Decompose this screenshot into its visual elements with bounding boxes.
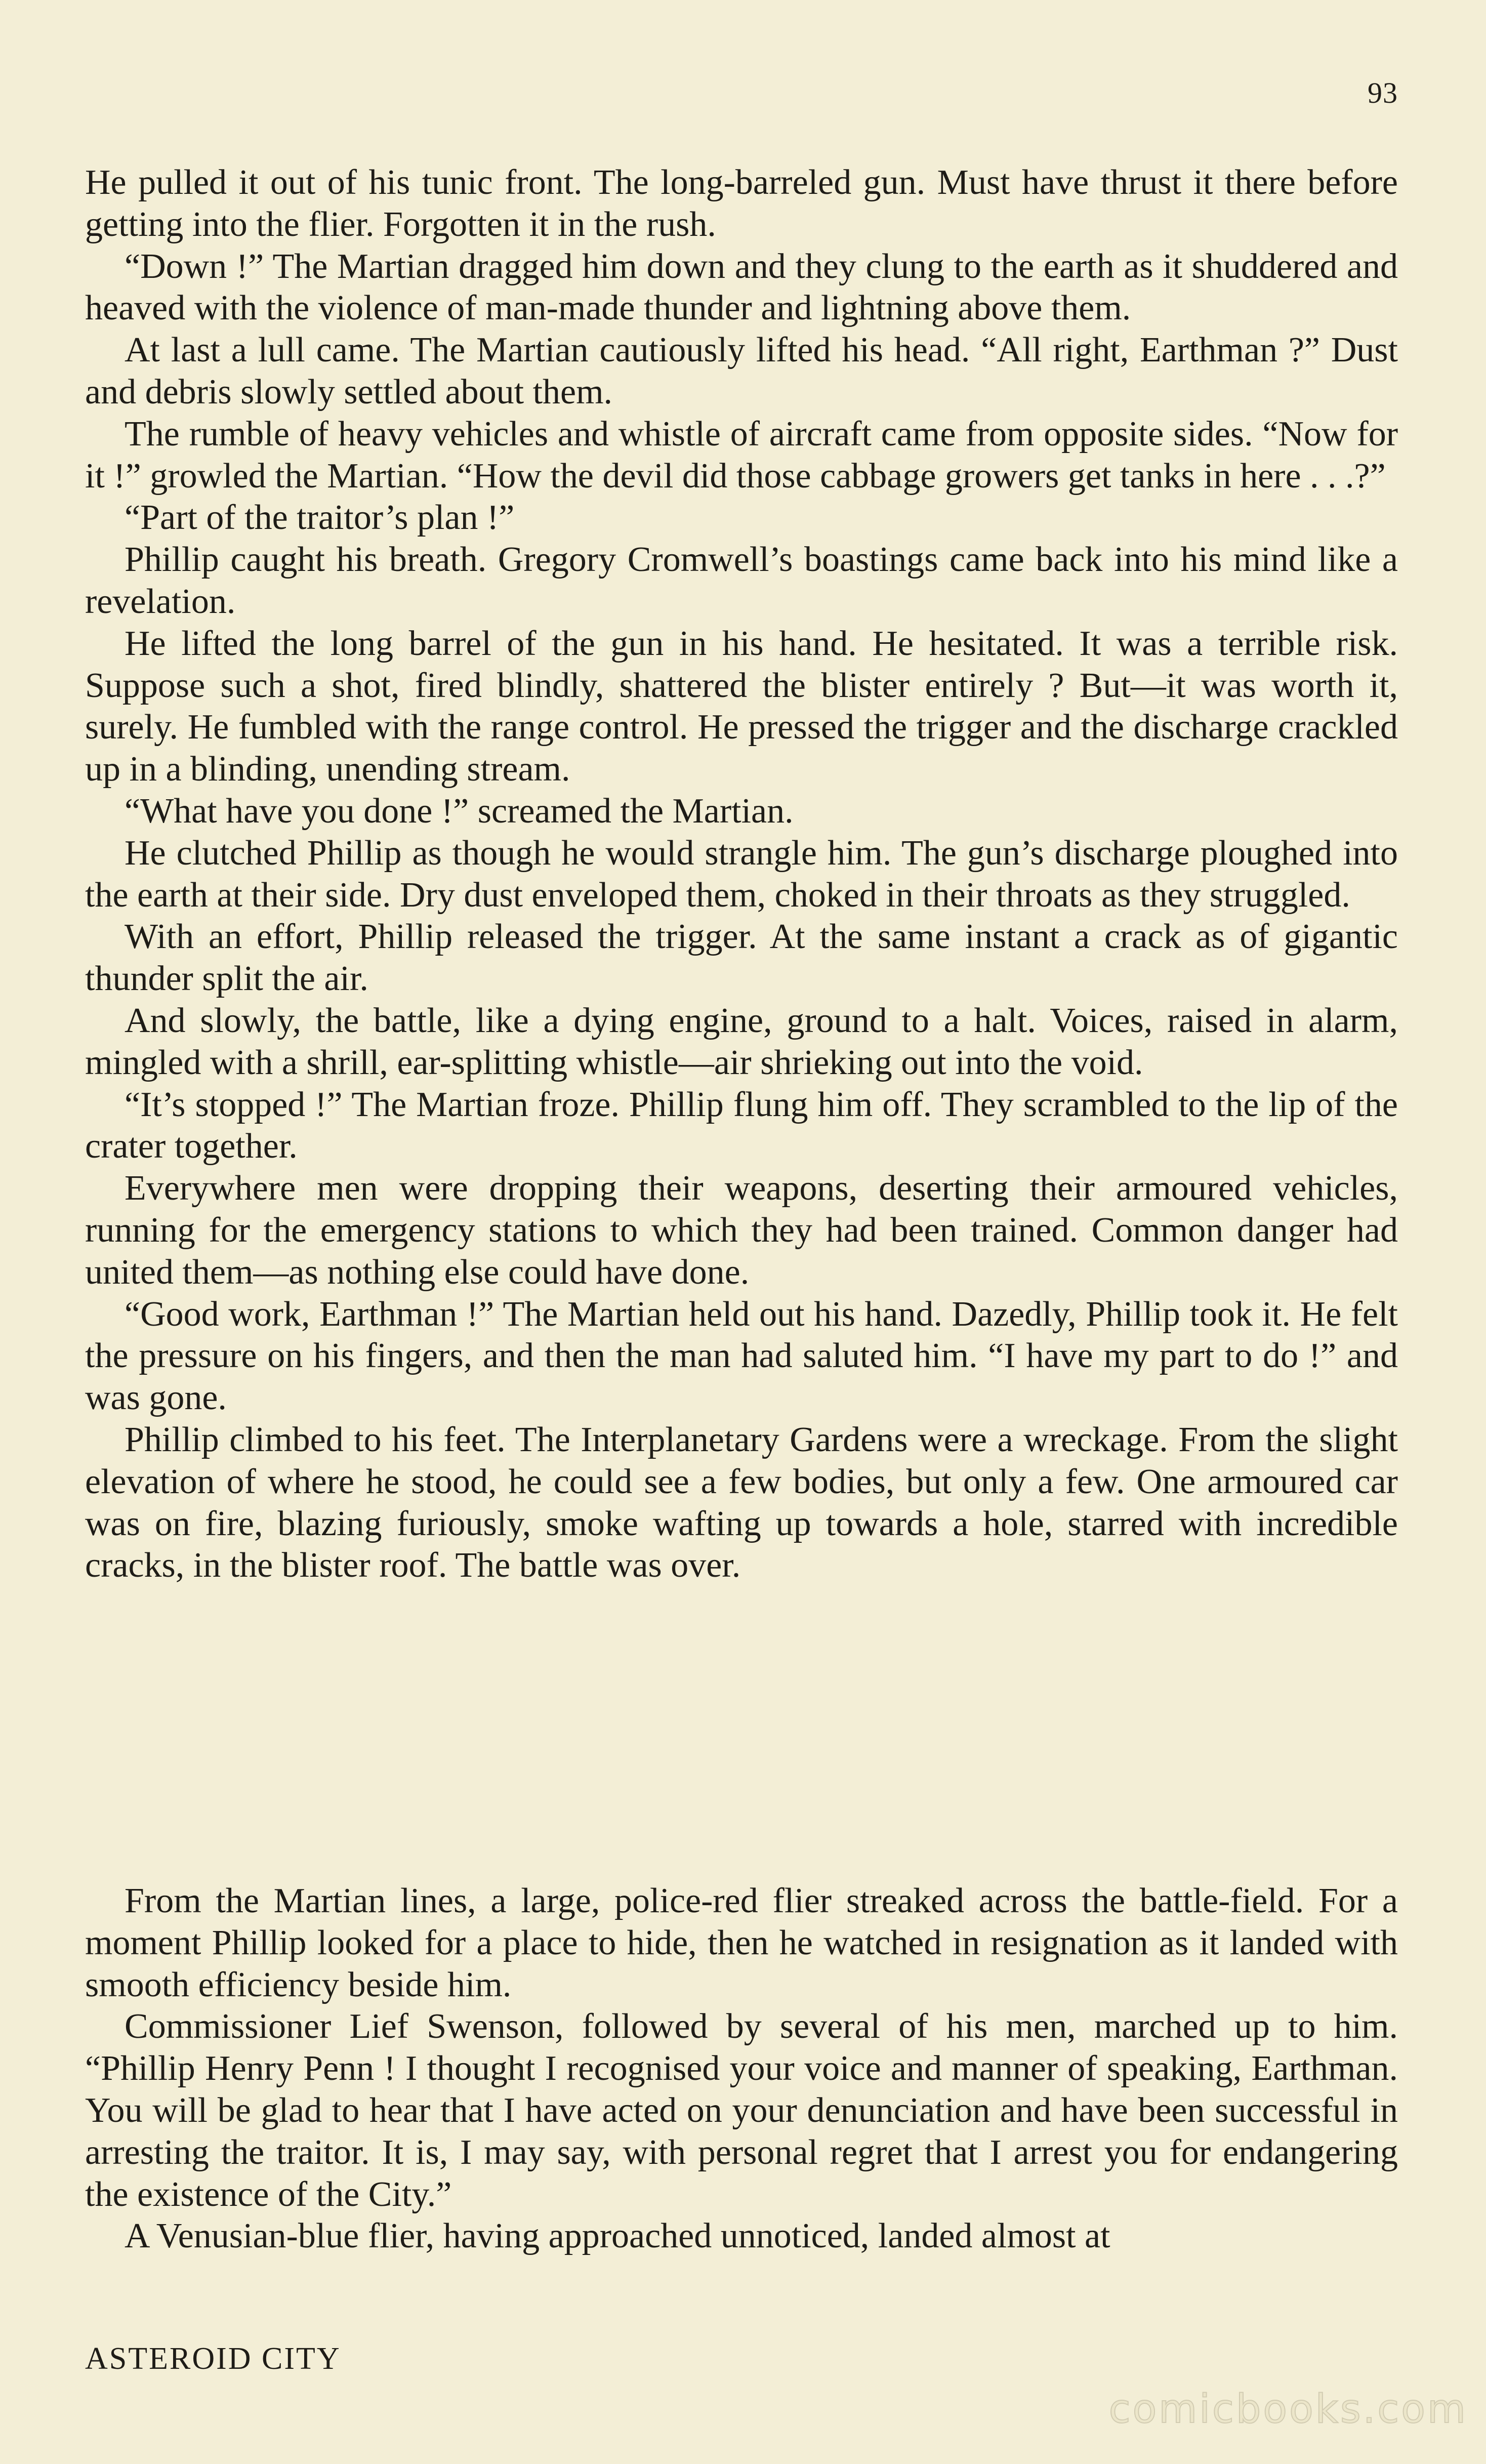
site-watermark: comicbooks.com: [1108, 2387, 1468, 2432]
paragraph: The rumble of heavy vehicles and whistle of aircraft came from opposite sides. “Now for it !” growled the Martian. “How the devil did those cabbage growers get tanks in here . . .?”: [85, 414, 1398, 496]
paragraph: “Part of the traitor’s plan !”: [125, 498, 515, 538]
paragraph: Everywhere men were dropping their weapons, deserting their armoured vehicles, running for the emergency stations to which they had been trained. Common danger had united them—as nothing else could have done.: [85, 1169, 1398, 1292]
paragraph: He clutched Phillip as though he would strangle him. The gun’s discharge ploughed into the earth at their side. Dry dust enveloped them, choked in their throats as they struggled.: [85, 833, 1398, 915]
story-text-part-1: [85, 162, 1398, 1587]
paragraph: And slowly, the battle, like a dying engine, ground to a halt. Voices, raised in alarm, mingled with a shrill, ear-splitting whistle—air shrieking out into the void.: [85, 1001, 1398, 1082]
story-text-part-2: [85, 1880, 1398, 2257]
paragraph: “What have you done !” screamed the Martian.: [125, 791, 794, 831]
paragraph: From the Martian lines, a large, police-red flier streaked across the battle-field. For a moment Phillip looked for a place to hide, then he watched in resignation as it landed with smooth efficiency beside him.: [85, 1881, 1398, 2004]
page-number: 93: [1368, 76, 1398, 109]
paragraph: “It’s stopped !” The Martian froze. Phillip flung him off. They scrambled to the lip of the crater together.: [85, 1085, 1398, 1166]
paragraph: He lifted the long barrel of the gun in his hand. He hesitated. It was a terrible risk. Suppose such a shot, fired blindly, shattered the blister entirely ? But—it was worth it, surely. He fumbled with the range control. He pressed the trigger and the discharge crackled up in a blinding, unending stream.: [85, 624, 1398, 789]
paragraph: He pulled it out of his tunic front. The long-barreled gun. Must have thrust it there before getting into the flier. Forgotten it in the rush.: [85, 163, 1398, 244]
running-footer-title: ASTEROID CITY: [85, 2342, 341, 2376]
paragraph: With an effort, Phillip released the trigger. At the same instant a crack as of gigantic thunder split the air.: [85, 917, 1398, 999]
paragraph: Phillip climbed to his feet. The Interplanetary Gardens were a wreckage. From the slight elevation of where he stood, he could see a few bodies, but only a few. One armoured car was on fire, blazing furiously, smoke wafting up towards a hole, starred with incredible cracks, in the blister roof. The battle was over.: [85, 1420, 1398, 1585]
paragraph: At last a lull came. The Martian cautiously lifted his head. “All right, Earthman ?” Dust and debris slowly settled about them.: [85, 331, 1398, 412]
paragraph: Phillip caught his breath. Gregory Cromwell’s boastings came back into his mind like a revelation.: [85, 540, 1398, 621]
paragraph: A Venusian-blue flier, having approached unnoticed, landed almost at: [125, 2216, 1110, 2256]
paragraph: “Down !” The Martian dragged him down and they clung to the earth as it shuddered and heaved with the violence of man-made thunder and lightning above them.: [85, 247, 1398, 328]
paragraph: “Good work, Earthman !” The Martian held out his hand. Dazedly, Phillip took it. He felt the pressure on his fingers, and then the man had saluted him. “I have my part to do !” and was gone.: [85, 1294, 1398, 1418]
paragraph: Commissioner Lief Swenson, followed by several of his men, marched up to him. “Phillip Henry Penn ! I thought I recognised your voice and manner of speaking, Earthman. You will be glad to hear that I have acted on your denunciation and have been successful in arresting the traitor. It is, I may say, with personal regret that I arrest you for endangering the existence of the City.”: [85, 2007, 1398, 2214]
